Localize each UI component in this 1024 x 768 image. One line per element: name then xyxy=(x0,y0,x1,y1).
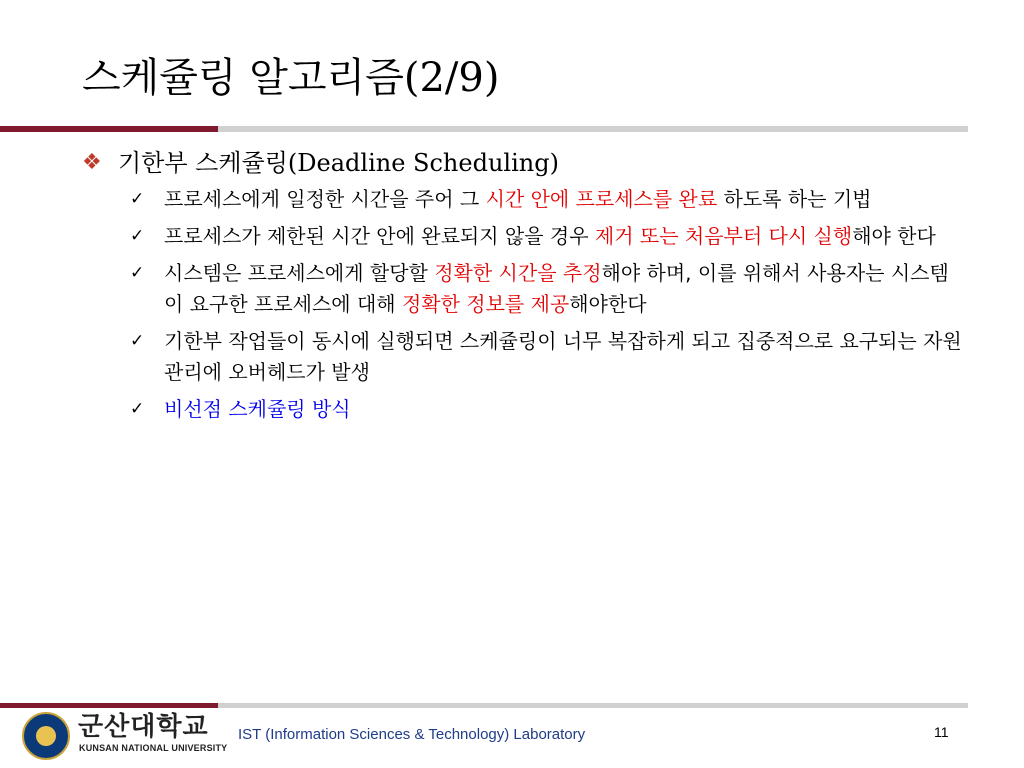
list-item xyxy=(80,258,964,320)
item-text: 해야한다 xyxy=(569,292,647,316)
item-highlight: 정확한 정보를 제공 xyxy=(401,292,570,316)
heading-bullet xyxy=(80,146,960,180)
university-seal-icon xyxy=(22,712,70,760)
item-text: 프로세스에게 일정한 시간을 주어 그 xyxy=(164,187,486,211)
heading-en: (Deadline Scheduling) xyxy=(287,149,559,177)
page-number: 11 xyxy=(934,724,949,740)
list-item xyxy=(80,221,964,252)
item-text: 시스템은 프로세스에게 할당할 xyxy=(164,261,435,285)
diamond-bullet-icon: ❖ xyxy=(82,150,102,175)
item-text: 해야 하며, 이를 위해서 사용자는 시스템이 요구한 프로세스에 대해 xyxy=(164,261,949,316)
checkmark-icon: ✓ xyxy=(130,399,145,419)
checkmark-icon: ✓ xyxy=(130,226,145,246)
list-item xyxy=(80,394,964,425)
item-highlight: 제거 또는 처음부터 다시 실행 xyxy=(594,224,853,248)
title-divider-accent xyxy=(0,126,218,132)
footer-lab-name: IST (Information Sciences & Technology) Laboratory xyxy=(238,726,586,743)
list-item xyxy=(80,184,964,215)
heading-kr: 기한부 스케쥴링 xyxy=(118,149,288,177)
item-text: 기한부 작업들이 동시에 실행되면 스케쥴링이 너무 복잡하게 되고 집중적으로 요구되는 자원 관리에 오버헤드가 발생 xyxy=(164,329,962,384)
checkmark-icon: ✓ xyxy=(130,263,145,283)
title-divider xyxy=(0,126,968,132)
logo-name-kr: 군산대학교 xyxy=(78,712,209,742)
slide-body xyxy=(80,146,960,431)
list-item xyxy=(80,326,964,388)
logo-name-en: KUNSAN NATIONAL UNIVERSITY xyxy=(79,743,228,753)
item-text: 프로세스가 제한된 시간 안에 완료되지 않을 경우 xyxy=(164,224,595,248)
item-highlight: 시간 안에 프로세스를 완료 xyxy=(485,187,718,211)
checkmark-icon: ✓ xyxy=(130,189,145,209)
footer-divider xyxy=(0,703,968,708)
slide-title: 스케쥴링 알고리즘(2/9) xyxy=(82,55,500,101)
item-text: 하도록 하는 기법 xyxy=(717,187,872,211)
item-highlight: 정확한 시간을 추정 xyxy=(434,261,602,285)
item-text: 해야 한다 xyxy=(852,224,936,248)
university-logo xyxy=(22,712,228,762)
checkmark-icon: ✓ xyxy=(130,331,145,351)
item-highlight-blue: 비선점 스케쥴링 방식 xyxy=(164,397,351,421)
footer-divider-accent xyxy=(0,703,218,708)
